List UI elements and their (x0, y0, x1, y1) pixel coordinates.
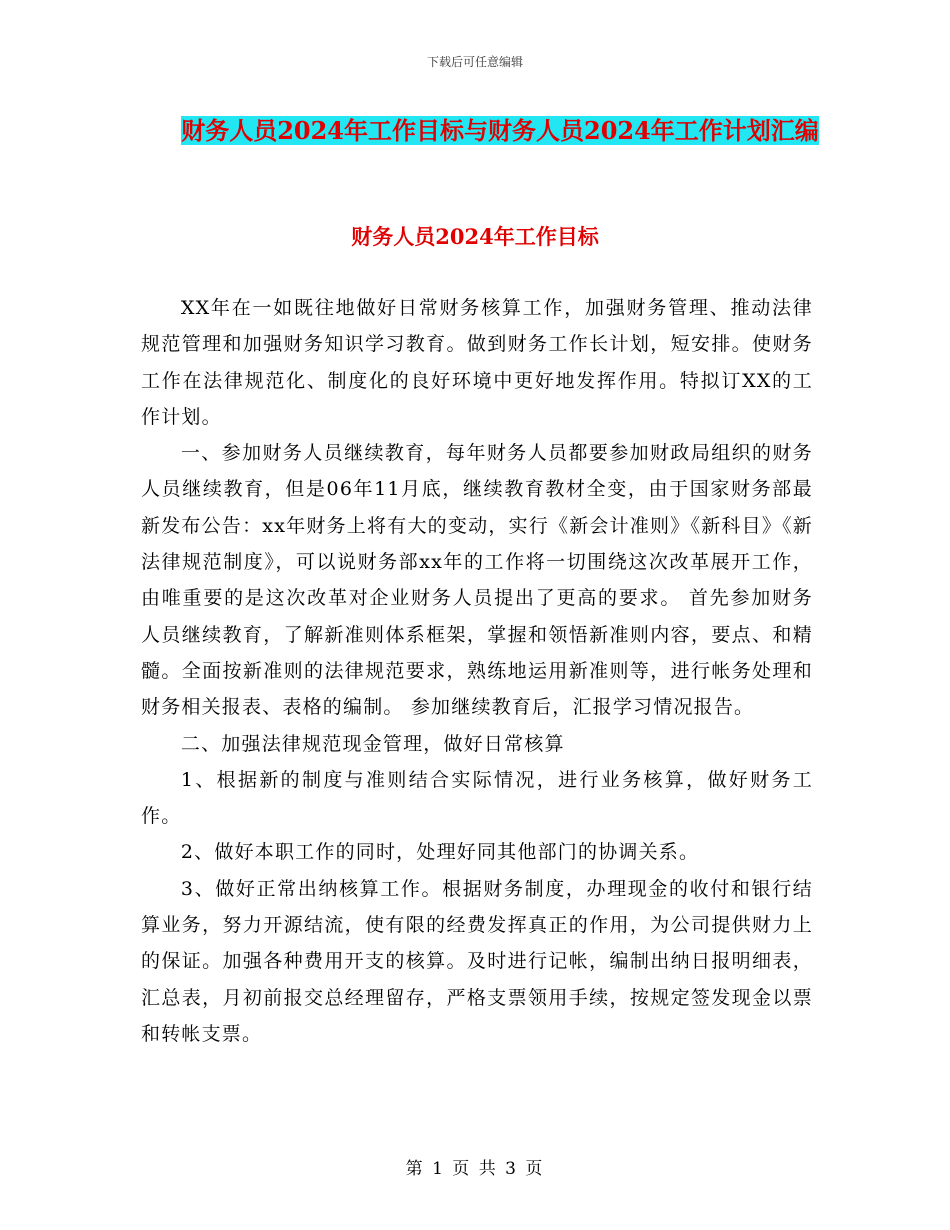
paragraph-4: 1、根据新的制度与准则结合实际情况，进行业务核算，做好财务工作。 (141, 768, 813, 828)
section-title: 财务人员2024年工作目标 (351, 224, 599, 249)
paragraph-3: 二、加强法律规范现金管理，做好日常核算 (180, 732, 565, 755)
paragraph-6: 3、做好正常出纳核算工作。根据财务制度，办理现金的收付和银行结算业务，努力开源结流，使有限的经费发挥真正的作用，为公司提供财力上的保证。加强各种费用开支的核算。及时进行记帐，编制出纳日报明细表，汇总表，月初前报交总经理留存，严格支票领用手续，按规定签发现金以票和转帐支票。 (141, 877, 813, 1045)
paragraph-1: XX年在一如既往地做好日常财务核算工作，加强财务管理、推动法律规范管理和加强财务知识学习教育。做到财务工作长计划，短安排。使财务工作在法律规范化、制度化的良好环境中更好地发挥作用。特拟订XX的工作计划。 (141, 297, 813, 428)
main-title-text: 财务人员2024年工作目标与财务人员2024年工作计划汇编 (181, 116, 819, 145)
page-footer: 第 1 页 共 3 页 (405, 1159, 545, 1179)
paragraph-5: 2、做好本职工作的同时，处理好同其他部门的协调关系。 (180, 841, 700, 864)
body-text (141, 290, 813, 1052)
paragraph-2: 一、参加财务人员继续教育，每年财务人员都要参加财政局组织的财务人员继续教育，但是06年11月底，继续教育教材全变，由于国家财务部最新发布公告：xx年财务上将有大的变动，实行《新会计准则》《新科目》《新法律规范制度》，可以说财务部xx年的工作将一切围绕这次改革展开工作，由唯重要的是这次改革对企业财务人员提出了更高的要求。 首先参加财务人员继续教育，了解新准则体系框架，掌握和领悟新准则内容，要点、和精髓。全面按新准则的法律规范要求，熟练地运用新准则等，进行帐务处理和财务相关报表、表格的编制。 参加继续教育后，汇报学习情况报告。 (141, 442, 813, 719)
main-title (140, 108, 860, 154)
header-note: 下载后可任意编辑 (426, 55, 523, 69)
